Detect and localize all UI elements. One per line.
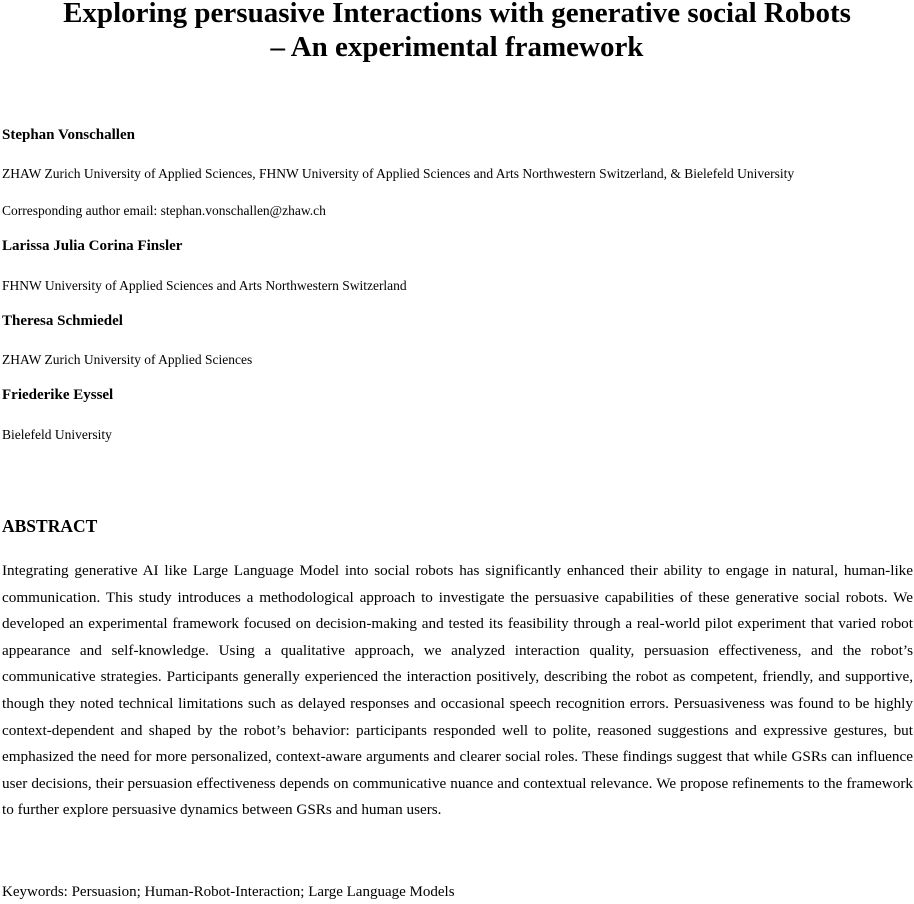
author-affiliation: ZHAW Zurich University of Applied Sciences (2, 352, 253, 367)
paper-title (0, 0, 914, 64)
author-email: Corresponding author email: stephan.vonschallen@zhaw.ch (2, 203, 326, 218)
title-line-2: – An experimental framework (270, 31, 644, 63)
keywords: Keywords: Persuasion; Human-Robot-Interaction; Large Language Models (2, 884, 455, 900)
abstract-text: Integrating generative AI like Large Language Model into social robots has significantly enhanced their ability to engage in natural, human-like communication. This study introduces a methodological approach to investigate the persuasive capabilities of these generative social robots. We developed an experimental framework focused on decision-making and tested its feasibility through a real-world pilot experiment that varied robot appearance and self-knowledge. Using a qualitative approach, we analyzed interaction quality, persuasion effectiveness, and the robot’s communicative strategies. Participants generally experienced the interaction positively, describing the robot as competent, friendly, and supportive, though they noted technical limitations such as delayed responses and occasional speech recognition errors. Persuasiveness was found to be highly context-dependent and shaped by the robot’s behavior: participants responded well to polite, reasoned suggestions and expressive gestures, but emphasized the need for more personalized, context-aware arguments and clearer social roles. These findings suggest that while GSRs can influence user decisions, their persuasion effectiveness depends on communicative nuance and contextual relevance. We propose refinements to the framework to further explore persuasive dynamics between GSRs and human users. (2, 562, 913, 819)
author-name: Larissa Julia Corina Finsler (2, 238, 183, 254)
author-name: Friederike Eyssel (2, 387, 114, 403)
author-affiliation: ZHAW Zurich University of Applied Sciences, FHNW University of Applied Sciences and Arts Northwestern Switzerland, & Bielefeld University (2, 166, 795, 181)
author-name: Theresa Schmiedel (2, 313, 123, 329)
title-line-1: Exploring persuasive Interactions with generative social Robots (63, 0, 851, 29)
author-affiliation: Bielefeld University (2, 427, 112, 442)
author-affiliation: FHNW University of Applied Sciences and Arts Northwestern Switzerland (2, 278, 407, 293)
author-name: Stephan Vonschallen (2, 127, 135, 143)
abstract-heading: ABSTRACT (2, 516, 98, 536)
